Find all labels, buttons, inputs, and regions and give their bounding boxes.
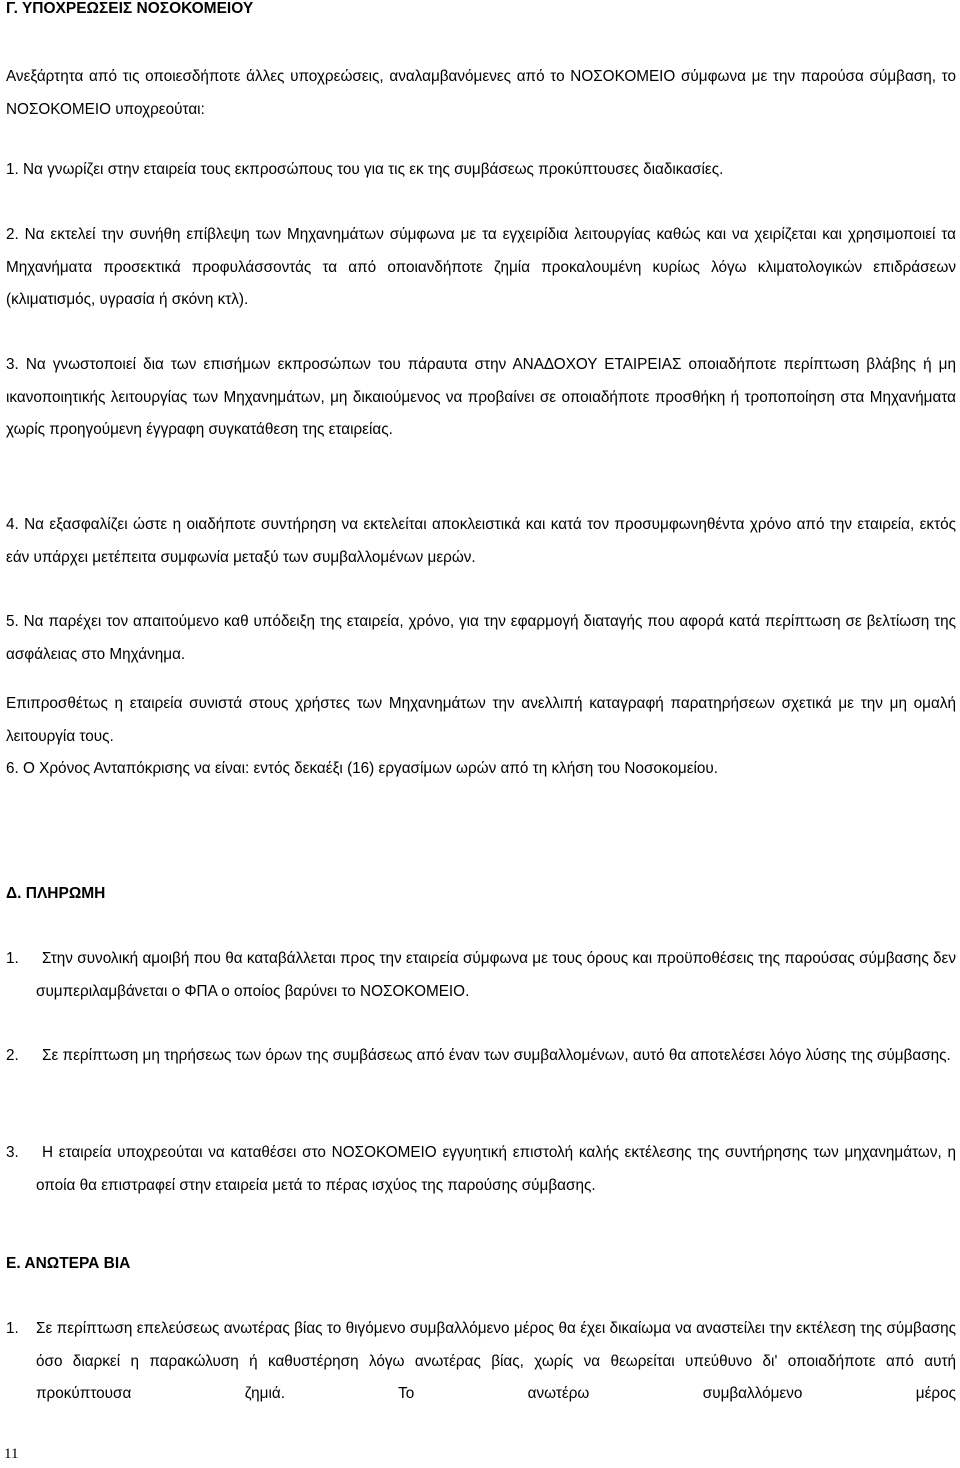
- section-d-item-3-number: 3.: [6, 1144, 19, 1161]
- section-d-item-2: Σε περίπτωση μη τηρήσεως των όρων της συμβάσεως από έναν των συμβαλλομένων, αυτό θα αποτελέσει λόγο λύσης της σύμβασης.: [42, 1047, 951, 1064]
- section-g-item-5: 5. Να παρέχει τον απαιτούμενο καθ υπόδειξη της εταιρεία, χρόνο, για την εφαρμογή διαταγής που αφορά κατά περίπτωση σε βελτίωση της ασφάλειας στο Μηχάνημα.: [6, 613, 956, 663]
- section-g-item-3: 3. Να γνωστοποιεί δια των επισήμων εκπροσώπων του πάραυτα στην ΑΝΑΔΟΧΟΥ ΕΤΑΙΡΕΙΑΣ οποιαδήποτε περίπτωση βλάβης ή μη ικανοποιητικής λειτουργίας των Μηχανημάτων, μη δικαιούμενος να προβαίνει σε οποιαδήποτε προσθήκη ή τροποποίηση στα Μηχανήματα χωρίς προηγούμενη έγγραφη συγκατάθεση της εταιρείας.: [6, 356, 956, 438]
- section-e-item-1-number: 1.: [6, 1320, 19, 1337]
- section-g-item-2: 2. Να εκτελεί την συνήθη επίβλεψη των Μηχανημάτων σύμφωνα με τα εγχειρίδια λειτουργίας καθώς και να χειρίζεται και χρησιμοποιεί τα Μηχανήματα προσεκτικά προφυλάσσοντάς τα από οποιανδήποτε ζημία προκαλουμένη κυρίως λόγω κλιματολογικών επιδράσεων (κλιματισμός, υγρασία ή σκόνη κτλ).: [6, 226, 956, 308]
- section-g-item-6: 6. Ο Χρόνος Ανταπόκρισης να είναι: εντός δεκαέξι (16) εργασίμων ωρών από τη κλήση του Νοσοκομείου.: [6, 760, 719, 777]
- section-d-title: Δ. ΠΛΗΡΩΜΗ: [6, 885, 106, 902]
- section-g-intro: Ανεξάρτητα από τις οποιεσδήποτε άλλες υποχρεώσεις, αναλαμβανόμενες από το ΝΟΣΟΚΟΜΕΙΟ σύμφωνα με την παρούσα σύμβαση, το ΝΟΣΟΚΟΜΕΙΟ υποχρεούται:: [6, 68, 956, 118]
- section-e-title: Ε. ΑΝΩΤΕΡΑ ΒΙΑ: [6, 1255, 131, 1272]
- section-g-title: Γ. ΥΠΟΧΡΕΩΣΕΙΣ ΝΟΣΟΚΟΜΕΙΟΥ: [6, 0, 254, 17]
- page-number: 11: [4, 1446, 19, 1462]
- section-g-item-4: 4. Να εξασφαλίζει ώστε η οιαδήποτε συντήρηση να εκτελείται αποκλειστικά και κατά τον προσυμφωνηθέντα χρόνο από την εταιρεία, εκτός εάν υπάρχει μετέπειτα συμφωνία μεταξύ των συμβαλλομένων μερών.: [6, 516, 956, 566]
- section-d-item-1-number: 1.: [6, 950, 19, 967]
- section-g-item-1: 1. Να γνωρίζει στην εταιρεία τους εκπροσώπους του για τις εκ της συμβάσεως προκύπτουσες διαδικασίες.: [6, 161, 724, 178]
- section-g-additional: Επιπροσθέτως η εταιρεία συνιστά στους χρήστες των Μηχανημάτων την ανελλιπή καταγραφή παρατηρήσεων σχετικά με την μη ομαλή λειτουργία τους.: [6, 695, 956, 745]
- section-e-item-1: Σε περίπτωση επελεύσεως ανωτέρας βίας το θιγόμενο συμβαλλόμενο μέρος θα έχει δικαίωμα να αναστείλει την εκτέλεση της σύμβασης όσο διαρκεί η παρακώλυση ή καθυστέρηση λόγω ανωτέρας βίας, χωρίς να θεωρείται υπεύθυνο δι' οποιαδήποτε από αυτή προκύπτουσα ζημιά. Το ανωτέρω συμβαλλόμενο μέρος: [36, 1320, 956, 1402]
- section-d-item-1: Στην συνολική αμοιβή που θα καταβάλλεται προς την εταιρεία σύμφωνα με τους όρους και προϋποθέσεις της παρούσας σύμβασης δεν συμπεριλαμβάνεται ο ΦΠΑ ο οποίος βαρύνει το ΝΟΣΟΚΟΜΕΙΟ.: [36, 950, 956, 1000]
- section-d-item-3: Η εταιρεία υποχρεούται να καταθέσει στο ΝΟΣΟΚΟΜΕΙΟ εγγυητική επιστολή καλής εκτέλεσης της συντήρησης των μηχανημάτων, η οποία θα επιστραφεί στην εταιρεία μετά το πέρας ισχύος της παρούσης σύμβασης.: [36, 1144, 956, 1194]
- section-d-item-2-number: 2.: [6, 1047, 19, 1064]
